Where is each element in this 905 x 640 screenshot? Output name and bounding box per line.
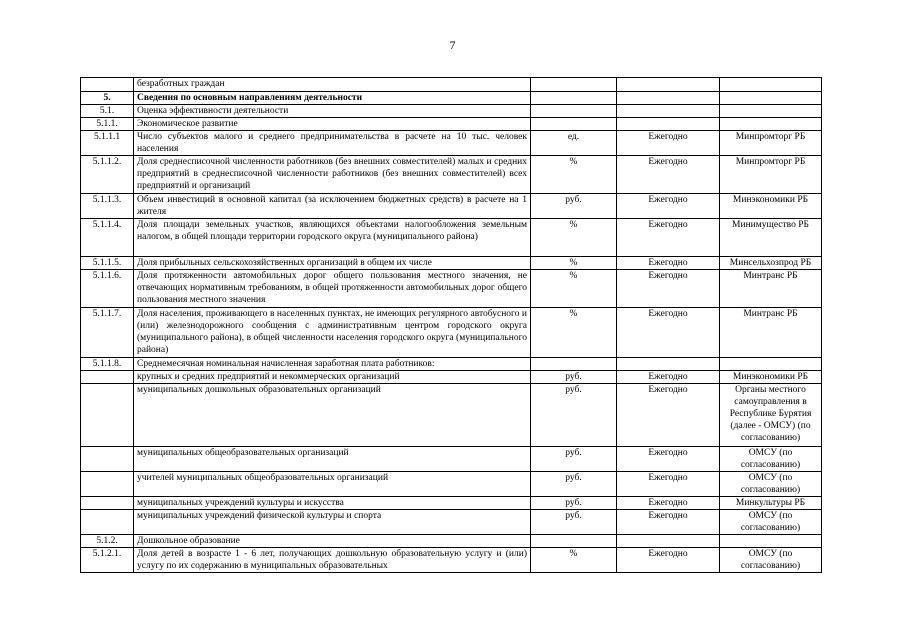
frequency-cell: Ежегодно [617, 219, 720, 257]
source-cell: Минэкономики РБ [720, 194, 822, 219]
source-cell: ОМСУ (по согласованию) [720, 510, 822, 535]
table-row [81, 447, 822, 472]
indicator-name-cell: Доля детей в возрасте 1 - 6 лет, получающих дошкольную образовательную услугу и (или) услугу по их содержанию в муниципальных образовательных [134, 548, 531, 573]
source-cell: Минтранс РБ [720, 270, 822, 308]
table-row [81, 219, 822, 257]
unit-cell: руб. [531, 472, 617, 497]
row-number-cell [81, 472, 134, 497]
table-row [81, 308, 822, 358]
row-number-cell [81, 447, 134, 472]
row-number-cell [81, 384, 134, 447]
frequency-cell: Ежегодно [617, 194, 720, 219]
table-row [81, 78, 822, 92]
row-number-cell: 5.1.1.5. [81, 257, 134, 270]
indicators-table-body [81, 78, 822, 573]
indicator-name-cell: учителей муниципальных общеобразовательных организаций [134, 472, 531, 497]
frequency-cell: Ежегодно [617, 548, 720, 573]
indicator-name-cell: Сведения по основным направлениям деятельности [134, 92, 531, 105]
unit-cell: % [531, 156, 617, 194]
frequency-cell [617, 358, 720, 371]
source-cell: Органы местного самоуправления в Республике Бурятия (далее - ОМСУ) (по согласованию) [720, 384, 822, 447]
indicator-name-cell: муниципальных общеобразовательных организаций [134, 447, 531, 472]
frequency-cell: Ежегодно [617, 131, 720, 156]
unit-cell [531, 105, 617, 118]
table-row [81, 371, 822, 384]
frequency-cell: Ежегодно [617, 497, 720, 510]
table-row [81, 535, 822, 548]
indicator-name-cell: крупных и средних предприятий и некоммерческих организаций [134, 371, 531, 384]
table-row [81, 358, 822, 371]
unit-cell [531, 535, 617, 548]
unit-cell: % [531, 548, 617, 573]
indicator-name-cell: Доля населения, проживающего в населенных пунктах, не имеющих регулярного автобусного и (или) железнодорожного сообщения с административным центром городского округа (муниципального района), в общей численности населения городского округа (муниципального района) [134, 308, 531, 358]
table-row [81, 92, 822, 105]
source-cell: Минсельхозпрод РБ [720, 257, 822, 270]
row-number-cell: 5.1.1.6. [81, 270, 134, 308]
indicator-name-cell: Среднемесячная номинальная начисленная заработная плата работников: [134, 358, 531, 371]
row-number-cell [81, 78, 134, 92]
row-number-cell: 5.1.1.1 [81, 131, 134, 156]
row-number-cell [81, 497, 134, 510]
frequency-cell [617, 92, 720, 105]
unit-cell [531, 358, 617, 371]
unit-cell [531, 118, 617, 131]
source-cell: ОМСУ (по согласованию) [720, 447, 822, 472]
row-number-cell: 5.1.1.7. [81, 308, 134, 358]
indicator-name-cell: муниципальных дошкольных образовательных организаций [134, 384, 531, 447]
indicator-name-cell: Доля прибыльных сельскохозяйственных организаций в общем их числе [134, 257, 531, 270]
row-number-cell: 5.1.1.3. [81, 194, 134, 219]
source-cell: Минтранс РБ [720, 308, 822, 358]
indicator-name-cell: Доля среднесписочной численности работников (без внешних совместителей) малых и средних предприятий в среднесписочной численности работников (без внешних совместителей) всех предприятий и организаций [134, 156, 531, 194]
frequency-cell: Ежегодно [617, 447, 720, 472]
unit-cell [531, 92, 617, 105]
table-row [81, 270, 822, 308]
unit-cell: руб. [531, 447, 617, 472]
indicator-name-cell: Экономическое развитие [134, 118, 531, 131]
unit-cell: руб. [531, 510, 617, 535]
frequency-cell: Ежегодно [617, 156, 720, 194]
indicator-name-cell: Доля протяженности автомобильных дорог общего пользования местного значения, не отвечающих нормативным требованиям, в общей протяженности автомобильных дорог общего пользования местного значения [134, 270, 531, 308]
indicator-name-cell: Оценка эффективности деятельности [134, 105, 531, 118]
row-number-cell [81, 510, 134, 535]
frequency-cell: Ежегодно [617, 510, 720, 535]
unit-cell: руб. [531, 497, 617, 510]
frequency-cell [617, 105, 720, 118]
table-row [81, 105, 822, 118]
unit-cell: % [531, 308, 617, 358]
unit-cell: ед. [531, 131, 617, 156]
frequency-cell: Ежегодно [617, 308, 720, 358]
unit-cell: % [531, 270, 617, 308]
table-row [81, 472, 822, 497]
source-cell: Минкультуры РБ [720, 497, 822, 510]
table-row [81, 548, 822, 573]
indicator-name-cell: муниципальных учреждений физической культуры и спорта [134, 510, 531, 535]
source-cell [720, 118, 822, 131]
source-cell: Минпромторг РБ [720, 156, 822, 194]
indicator-name-cell: безработных граждан [134, 78, 531, 92]
frequency-cell: Ежегодно [617, 384, 720, 447]
source-cell: ОМСУ (по согласованию) [720, 548, 822, 573]
frequency-cell: Ежегодно [617, 371, 720, 384]
table-row [81, 131, 822, 156]
unit-cell: руб. [531, 194, 617, 219]
indicator-name-cell: Дошкольное образование [134, 535, 531, 548]
frequency-cell [617, 535, 720, 548]
unit-cell [531, 78, 617, 92]
row-number-cell: 5.1.1.4. [81, 219, 134, 257]
source-cell: Минпромторг РБ [720, 131, 822, 156]
source-cell [720, 92, 822, 105]
frequency-cell [617, 78, 720, 92]
indicator-name-cell: Доля площади земельных участков, являющихся объектами налогообложения земельным налогом, в общей площади территории городского округа (муниципального района) [134, 219, 531, 257]
table-row [81, 257, 822, 270]
source-cell [720, 535, 822, 548]
row-number-cell: 5.1. [81, 105, 134, 118]
indicators-table [80, 77, 822, 573]
row-number-cell: 5.1.2. [81, 535, 134, 548]
frequency-cell: Ежегодно [617, 270, 720, 308]
indicator-name-cell: Объем инвестиций в основной капитал (за исключением бюджетных средств) в расчете на 1 жителя [134, 194, 531, 219]
table-row [81, 497, 822, 510]
row-number-cell: 5. [81, 92, 134, 105]
table-row [81, 194, 822, 219]
unit-cell: руб. [531, 371, 617, 384]
row-number-cell: 5.1.1. [81, 118, 134, 131]
row-number-cell [81, 371, 134, 384]
source-cell: Минэкономики РБ [720, 371, 822, 384]
frequency-cell: Ежегодно [617, 472, 720, 497]
table-row [81, 156, 822, 194]
frequency-cell [617, 118, 720, 131]
unit-cell: руб. [531, 384, 617, 447]
row-number-cell: 5.1.2.1. [81, 548, 134, 573]
table-row [81, 118, 822, 131]
source-cell [720, 78, 822, 92]
table-row [81, 384, 822, 447]
unit-cell: % [531, 219, 617, 257]
unit-cell: % [531, 257, 617, 270]
row-number-cell: 5.1.1.2. [81, 156, 134, 194]
frequency-cell: Ежегодно [617, 257, 720, 270]
source-cell [720, 358, 822, 371]
table-row [81, 510, 822, 535]
page-number: 7 [449, 38, 456, 52]
row-number-cell: 5.1.1.8. [81, 358, 134, 371]
source-cell: ОМСУ (по согласованию) [720, 472, 822, 497]
indicator-name-cell: Число субъектов малого и среднего предпринимательства в расчете на 10 тыс. человек населения [134, 131, 531, 156]
indicator-name-cell: муниципальных учреждений культуры и искусства [134, 497, 531, 510]
source-cell [720, 105, 822, 118]
source-cell: Минимущество РБ [720, 219, 822, 257]
